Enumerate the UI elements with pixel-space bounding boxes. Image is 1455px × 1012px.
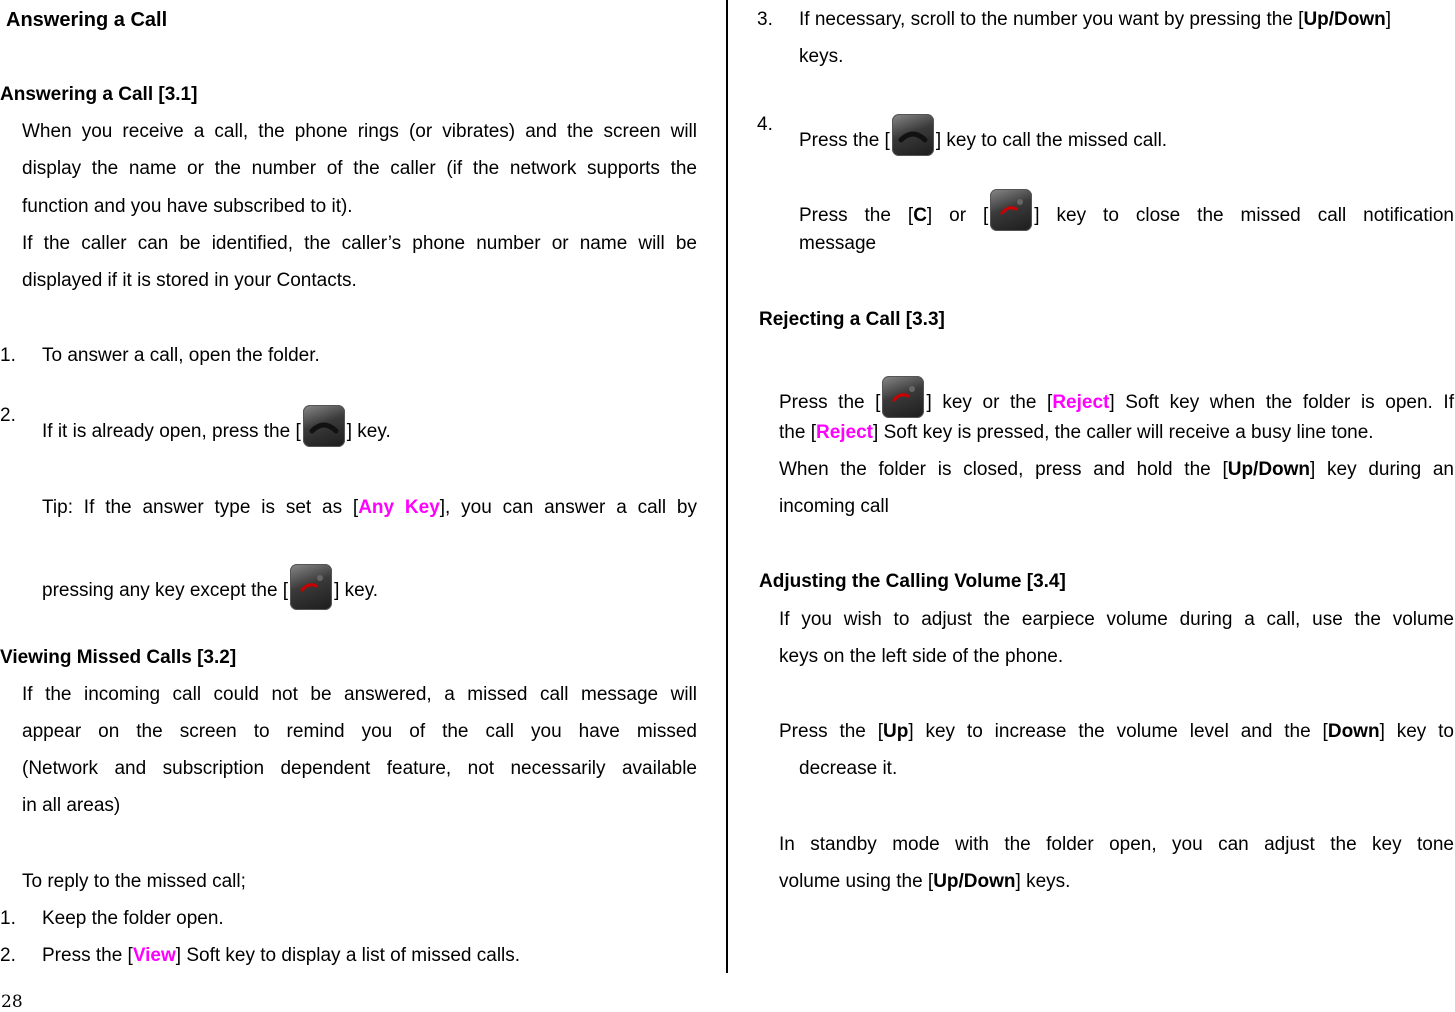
step-text: Keep the folder open.	[42, 908, 224, 929]
paragraph-line: (Network and subscription dependent feature, not necessarily available	[22, 758, 697, 779]
step-text: keys.	[799, 46, 844, 67]
send-key-icon	[303, 405, 345, 447]
section-heading-3-2: Viewing Missed Calls [3.2]	[0, 647, 237, 668]
page-number: 28	[1, 992, 23, 1012]
up-down-key-label: Up/Down	[1303, 9, 1386, 30]
tip-text: ] key.	[334, 580, 379, 601]
step-text: Press the [	[779, 392, 881, 413]
any-key-label: Any Key	[358, 497, 440, 518]
step-text: ] key to	[1379, 721, 1454, 742]
tip-text: ], you can answer a call by	[439, 497, 698, 518]
paragraph-line: If you wish to adjust the earpiece volume during a call, use the volume	[779, 609, 1454, 630]
step-text: If necessary, scroll to the number you want by pressing the [	[799, 9, 1304, 30]
step-number: 1.	[0, 345, 16, 366]
step-text: If it is already open, press the [	[42, 421, 301, 442]
step-number: 4.	[757, 114, 773, 135]
step-text: Press the [	[779, 721, 884, 742]
up-down-key-label: Up/Down	[1227, 459, 1311, 480]
step-text: Press the [	[799, 130, 890, 151]
step-text: ] Soft key is pressed, the caller will receive a busy line tone.	[873, 422, 1374, 443]
paragraph-line: decrease it.	[799, 758, 898, 779]
reject-line	[779, 459, 1454, 481]
section-heading-3-3: Rejecting a Call [3.3]	[759, 309, 945, 330]
step-number: 3.	[757, 9, 773, 30]
step-text: Press the [	[799, 205, 914, 226]
c-key-label: C	[913, 205, 927, 226]
paragraph-line: When you receive a call, the phone rings (or vibrates) and the screen will	[22, 121, 697, 142]
step-text: ] key to increase the volume level and the [	[908, 721, 1328, 742]
send-key-icon	[892, 114, 934, 156]
step-text: message	[799, 233, 877, 254]
tip-text: pressing any key except the [	[42, 580, 289, 601]
paragraph-line: in all areas)	[22, 795, 121, 816]
step-4	[757, 89, 1454, 151]
step-text: ] keys.	[1015, 871, 1071, 892]
step-text: ] Soft key to display a list of missed calls.	[175, 945, 521, 966]
reject-key-label: Reject	[1052, 392, 1110, 413]
step-text: ] Soft key when the folder is open. If	[1109, 392, 1454, 413]
up-down-key-label: Up/Down	[933, 871, 1016, 892]
step-number: 2.	[0, 405, 16, 426]
paragraph-line: function and you have subscribed to it).	[22, 196, 353, 217]
step-number: 2.	[0, 945, 16, 966]
paragraph-line: If the incoming call could not be answered, a missed call message will	[22, 684, 697, 705]
close-line	[799, 165, 1454, 226]
step-text: ] key to close the missed call notification	[1034, 205, 1454, 226]
section-heading-3-4: Adjusting the Calling Volume [3.4]	[759, 571, 1066, 592]
end-key-icon	[882, 376, 924, 418]
paragraph-line: displayed if it is stored in your Contacts.	[22, 270, 357, 291]
step-number: 1.	[0, 908, 16, 929]
paragraph-line: display the name or the number of the caller (if the network supports the	[22, 158, 697, 179]
paragraph-line: If the caller can be identified, the caller’s phone number or name will be	[22, 233, 697, 254]
reject-line	[779, 352, 1454, 413]
up-key-label: Up	[883, 721, 909, 742]
volume-line	[779, 721, 1454, 743]
paragraph-line: appear on the screen to remind you of the call you have missed	[22, 721, 697, 742]
section-heading-3-1: Answering a Call [3.1]	[0, 84, 198, 105]
end-key-icon	[990, 189, 1032, 231]
tip-line	[42, 497, 697, 519]
volume-line	[779, 871, 1070, 893]
end-key-icon	[290, 564, 332, 610]
step-text: ] key during an	[1310, 459, 1454, 480]
view-key-label: View	[132, 945, 176, 966]
page-title: Answering a Call	[6, 9, 168, 31]
paragraph-line: keys on the left side of the phone.	[779, 646, 1064, 667]
step-text: ] or [	[926, 205, 989, 226]
step-text: Press the [	[42, 945, 133, 966]
step-text: the [	[779, 422, 816, 443]
down-key-label: Down	[1327, 721, 1380, 742]
reject-key-label: Reject	[815, 422, 874, 443]
step-text: To answer a call, open the folder.	[42, 345, 320, 366]
step-text: volume using the [	[779, 871, 934, 892]
tip-text: Tip: If the answer type is set as [	[42, 497, 359, 518]
step-text: ] key.	[346, 421, 391, 442]
reply-intro: To reply to the missed call;	[22, 871, 246, 892]
paragraph-line: In standby mode with the folder open, you can adjust the key tone	[779, 834, 1454, 855]
step-text: ] key to call the missed call.	[935, 130, 1168, 151]
step-text: ]	[1385, 9, 1392, 30]
paragraph-line: incoming call	[779, 496, 889, 517]
reject-line	[779, 422, 1374, 444]
column-divider	[726, 0, 728, 973]
step-text: When the folder is closed, press and hold the [	[779, 459, 1228, 480]
step-text: ] key or the [	[926, 392, 1053, 413]
